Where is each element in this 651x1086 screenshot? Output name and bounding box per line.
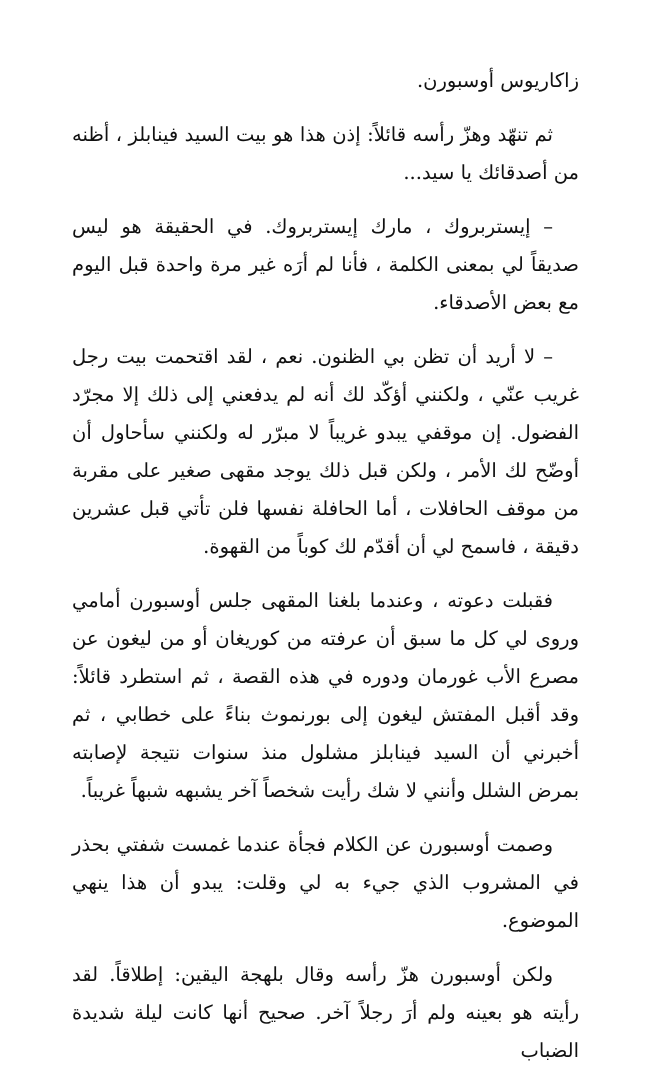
paragraph: – إيستربروك ، مارك إيستربروك. في الحقيقة هو ليس صديقاً لي بمعنى الكلمة ، فأنا لم أرَه غير مرة واحدة قبل اليوم مع بعض الأصدقاء. bbox=[72, 215, 579, 314]
paragraph: وصمت أوسبورن عن الكلام فجأة عندما غمست شفتي بحذر في المشروب الذي جيء به لي وقلت: يبدو أن هذا ينهي الموضوع. bbox=[72, 833, 579, 932]
page-text bbox=[72, 62, 579, 1086]
paragraph: فقبلت دعوته ، وعندما بلغنا المقهى جلس أوسبورن أمامي وروى لي كل ما سبق أن عرفته من كوريغان أو من ليغون عن مصرع الأب غورمان ودوره في هذه القصة ، ثم استطرد قائلاً: وقد أقبل المفتش ليغون إلى بورنموث بناءً على خطابي ، ثم أخبرني أن السيد فينابلز مشلول منذ سنوات نتيجة لإصابته بمرض الشلل وأنني لا شك رأيت شخصاً آخر يشبهه شبهاً غريباً. bbox=[72, 589, 579, 802]
paragraph: ثم تنهّد وهزّ رأسه قائلاً: إذن هذا هو بيت السيد فينابلز ، أظنه من أصدقائك يا سيد... bbox=[72, 123, 579, 184]
paragraph: زاكاريوس أوسبورن. bbox=[416, 69, 579, 92]
paragraph: – لا أريد أن تظن بي الظنون. نعم ، لقد اقتحمت بيت رجل غريب عنّي ، ولكنني أؤكّد لك أنه لم يدفعني إلى ذلك إلا مجرّد الفضول. إن موقفي يبدو غريباً لا مبرّر له ولكنني سأحاول أن أوضّح لك الأمر ، ولكن قبل ذلك يوجد مقهى صغير على مقربة من موقف الحافلات ، أما الحافلة نفسها فلن تأتي قبل عشرين دقيقة ، فاسمح لي أن أقدّم لك كوباً من القهوة. bbox=[72, 345, 579, 558]
paragraph: ولكن أوسبورن هزّ رأسه وقال بلهجة اليقين: إطلاقاً. لقد رأيته هو بعينه ولم أرَ رجلاً آخر. صحيح أنها كانت ليلة شديدة الضباب bbox=[72, 963, 579, 1062]
